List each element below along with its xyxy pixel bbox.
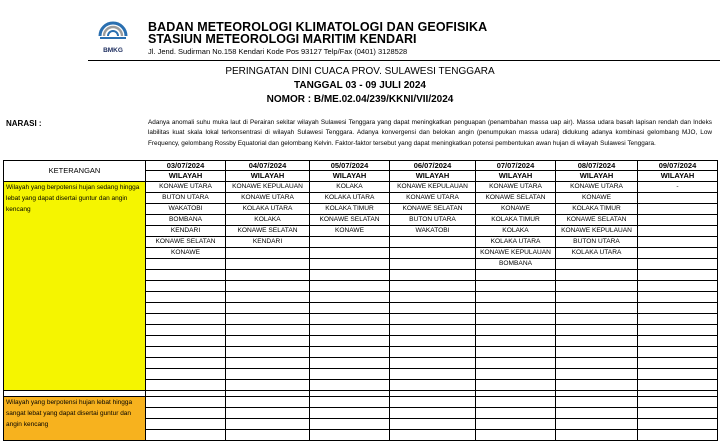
region-cell: KENDARI — [146, 225, 226, 236]
region-cell — [390, 302, 476, 313]
date-header: 09/07/2024 — [638, 161, 718, 171]
region-cell — [310, 368, 390, 379]
region-cell — [146, 418, 226, 429]
region-cell — [476, 291, 556, 302]
region-cell — [226, 302, 310, 313]
region-cell — [310, 346, 390, 357]
region-cell — [310, 379, 390, 390]
region-cell: KONAWE KEPULAUAN — [476, 247, 556, 258]
region-cell — [390, 313, 476, 324]
region-cell: BUTON UTARA — [146, 192, 226, 203]
region-cell — [226, 407, 310, 418]
date-range: TANGGAL 03 - 09 JULI 2024 — [294, 80, 426, 91]
region-cell — [226, 429, 310, 440]
region-cell — [390, 324, 476, 335]
region-cell — [556, 346, 638, 357]
region-cell — [226, 335, 310, 346]
region-cell — [390, 269, 476, 280]
region-cell — [310, 407, 390, 418]
region-cell — [390, 379, 476, 390]
region-cell — [476, 346, 556, 357]
region-cell — [226, 291, 310, 302]
region-cell: KONAWE KEPULAUAN — [556, 225, 638, 236]
region-cell: KOLAKA — [226, 214, 310, 225]
region-cell — [476, 396, 556, 407]
region-cell — [226, 379, 310, 390]
wilayah-header: WILAYAH — [476, 171, 556, 181]
region-cell — [556, 407, 638, 418]
region-cell — [226, 258, 310, 269]
region-cell — [226, 313, 310, 324]
warning-table — [3, 160, 718, 441]
region-cell — [226, 396, 310, 407]
region-cell: KONAWE SELATAN — [556, 214, 638, 225]
document-number: NOMOR : B/ME.02.04/239/KKNI/VII/2024 — [266, 94, 454, 105]
narasi-text: Adanya anomali suhu muka laut di Perairan sekitar wilayah Sulawesi Tenggara yang dapat meningkatkan penguapan (penambahan massa uap air). Massa udara basah lapisan rendah dan Indeks labilitas kuat skala lokal terkonsentrasi di wilayah Sulawesi Tenggara. Adanya konvergensi dan belokan angin (penumpukan massa udara) didukung adanya kombinasi gelombang MJO, Low Frequency, gelombang Rossby Equatorial dan gelombang Kelvin. Faktor-faktor tersebut yang dapat meningkatkan potensi pembentukan awan hujan di wilayah Sulawesi Tenggara. — [148, 119, 712, 147]
region-cell: KOLAKA — [476, 225, 556, 236]
region-cell: KONAWE UTARA — [390, 192, 476, 203]
date-header-row — [4, 161, 718, 171]
region-cell — [390, 407, 476, 418]
region-cell — [556, 269, 638, 280]
region-cell — [310, 429, 390, 440]
region-cell — [226, 280, 310, 291]
region-cell: - — [638, 181, 718, 192]
region-cell — [146, 280, 226, 291]
region-cell — [146, 407, 226, 418]
header-divider — [88, 60, 720, 61]
region-cell — [146, 302, 226, 313]
region-cell — [390, 236, 476, 247]
region-cell — [638, 247, 718, 258]
region-cell — [638, 302, 718, 313]
region-cell — [476, 429, 556, 440]
region-cell — [638, 429, 718, 440]
region-cell — [476, 407, 556, 418]
bmkg-logo-icon — [96, 14, 130, 58]
region-cell — [638, 203, 718, 214]
region-cell — [556, 335, 638, 346]
region-cell: BOMBANA — [476, 258, 556, 269]
region-cell — [310, 236, 390, 247]
region-cell: BUTON UTARA — [390, 214, 476, 225]
region-cell: KOLAKA TIMUR — [476, 214, 556, 225]
region-cell — [476, 324, 556, 335]
region-cell — [226, 418, 310, 429]
region-cell — [556, 302, 638, 313]
region-cell — [638, 291, 718, 302]
region-cell: KONAWE SELATAN — [226, 225, 310, 236]
letterhead — [0, 0, 720, 62]
region-cell — [476, 269, 556, 280]
table-row — [4, 396, 718, 407]
region-cell — [146, 357, 226, 368]
region-cell — [146, 324, 226, 335]
legend-heavy: Wilayah yang berpotensi hujan lebat hingga sangat lebat yang dapat disertai guntur dan angin kencang — [4, 396, 146, 440]
region-cell: KOLAKA UTARA — [226, 203, 310, 214]
region-cell — [638, 418, 718, 429]
region-cell — [638, 335, 718, 346]
region-cell — [226, 247, 310, 258]
region-cell — [310, 396, 390, 407]
region-cell — [390, 335, 476, 346]
region-cell — [638, 313, 718, 324]
region-cell — [310, 291, 390, 302]
region-cell — [638, 269, 718, 280]
region-cell — [476, 379, 556, 390]
region-cell — [638, 280, 718, 291]
region-cell — [556, 258, 638, 269]
date-header: 08/07/2024 — [556, 161, 638, 171]
region-cell — [556, 324, 638, 335]
station-name: STASIUN METEOROLOGI MARITIM KENDARI — [148, 32, 417, 46]
region-cell: KONAWE — [310, 225, 390, 236]
region-cell: KONAWE — [476, 203, 556, 214]
region-cell — [390, 396, 476, 407]
region-cell — [146, 429, 226, 440]
region-cell: KOLAKA TIMUR — [310, 203, 390, 214]
region-cell: BUTON UTARA — [556, 236, 638, 247]
region-cell — [310, 335, 390, 346]
region-cell — [390, 247, 476, 258]
region-cell — [476, 357, 556, 368]
region-cell — [638, 236, 718, 247]
date-header: 06/07/2024 — [390, 161, 476, 171]
region-cell — [556, 291, 638, 302]
region-cell: KONAWE UTARA — [226, 192, 310, 203]
region-cell — [638, 192, 718, 203]
region-cell — [476, 313, 556, 324]
region-cell — [638, 225, 718, 236]
region-cell: KENDARI — [226, 236, 310, 247]
region-cell — [638, 357, 718, 368]
region-cell — [556, 357, 638, 368]
region-cell — [638, 346, 718, 357]
region-cell: KONAWE UTARA — [476, 181, 556, 192]
region-cell — [146, 379, 226, 390]
region-cell — [476, 368, 556, 379]
region-cell — [310, 324, 390, 335]
wilayah-header: WILAYAH — [390, 171, 476, 181]
region-cell: KOLAKA UTARA — [310, 192, 390, 203]
region-cell: KONAWE KEPULAUAN — [390, 181, 476, 192]
address: Jl. Jend. Sudirman No.158 Kendari Kode Pos 93127 Telp/Fax (0401) 3128528 — [148, 47, 408, 56]
region-cell — [556, 429, 638, 440]
region-cell — [476, 418, 556, 429]
region-cell — [226, 368, 310, 379]
region-cell: KONAWE KEPULAUAN — [226, 181, 310, 192]
region-cell: KONAWE SELATAN — [310, 214, 390, 225]
region-cell — [638, 379, 718, 390]
region-cell — [310, 280, 390, 291]
date-header: 03/07/2024 — [146, 161, 226, 171]
region-cell — [390, 258, 476, 269]
region-cell: KONAWE SELATAN — [390, 203, 476, 214]
region-cell — [146, 258, 226, 269]
legend-moderate: Wilayah yang berpotensi hujan sedang hingga lebat yang dapat disertai guntur dan angin kencang — [4, 181, 146, 390]
region-cell: KONAWE UTARA — [146, 181, 226, 192]
wilayah-header: WILAYAH — [310, 171, 390, 181]
wilayah-header: WILAYAH — [146, 171, 226, 181]
region-cell — [310, 247, 390, 258]
region-cell: WAKATOBI — [390, 225, 476, 236]
region-cell — [226, 324, 310, 335]
region-cell — [310, 313, 390, 324]
org-name: BADAN METEOROLOGI KLIMATOLOGI DAN GEOFISIKA — [148, 20, 488, 34]
narasi-label: NARASI : — [6, 119, 42, 128]
region-cell — [476, 335, 556, 346]
region-cell — [556, 368, 638, 379]
region-cell: KONAWE SELATAN — [146, 236, 226, 247]
region-cell — [390, 346, 476, 357]
region-cell — [390, 291, 476, 302]
region-cell — [638, 324, 718, 335]
region-cell: KOLAKA TIMUR — [556, 203, 638, 214]
table-row — [4, 181, 718, 192]
region-cell — [390, 357, 476, 368]
keterangan-header: KETERANGAN — [4, 161, 146, 182]
region-cell: KOLAKA UTARA — [556, 247, 638, 258]
region-cell — [146, 291, 226, 302]
date-header: 07/07/2024 — [476, 161, 556, 171]
region-cell — [638, 407, 718, 418]
region-cell: KONAWE — [556, 192, 638, 203]
region-cell: BOMBANA — [146, 214, 226, 225]
region-cell — [310, 269, 390, 280]
region-cell — [638, 258, 718, 269]
region-cell — [638, 368, 718, 379]
region-cell — [638, 396, 718, 407]
region-cell — [146, 368, 226, 379]
region-cell — [226, 346, 310, 357]
region-cell — [556, 396, 638, 407]
region-cell — [146, 335, 226, 346]
region-cell: WAKATOBI — [146, 203, 226, 214]
wilayah-header: WILAYAH — [556, 171, 638, 181]
region-cell: KOLAKA — [310, 181, 390, 192]
region-cell — [146, 346, 226, 357]
date-header: 05/07/2024 — [310, 161, 390, 171]
region-cell — [226, 357, 310, 368]
wilayah-header: WILAYAH — [226, 171, 310, 181]
warning-title: PERINGATAN DINI CUACA PROV. SULAWESI TENGGARA — [225, 66, 495, 77]
region-cell — [146, 396, 226, 407]
region-cell — [146, 313, 226, 324]
region-cell — [476, 280, 556, 291]
region-cell: KONAWE — [146, 247, 226, 258]
region-cell — [556, 280, 638, 291]
region-cell — [310, 258, 390, 269]
region-cell — [476, 302, 556, 313]
region-cell: KONAWE UTARA — [556, 181, 638, 192]
region-cell: KONAWE SELATAN — [476, 192, 556, 203]
date-header: 04/07/2024 — [226, 161, 310, 171]
region-cell — [556, 313, 638, 324]
region-cell: KOLAKA UTARA — [476, 236, 556, 247]
region-cell — [226, 269, 310, 280]
region-cell — [638, 214, 718, 225]
region-cell — [310, 357, 390, 368]
region-cell — [146, 269, 226, 280]
region-cell — [310, 302, 390, 313]
region-cell — [310, 418, 390, 429]
region-cell — [390, 368, 476, 379]
logo-text: BMKG — [103, 47, 123, 54]
region-cell — [390, 418, 476, 429]
region-cell — [390, 429, 476, 440]
region-cell — [556, 418, 638, 429]
region-cell — [390, 280, 476, 291]
region-cell — [556, 379, 638, 390]
wilayah-header: WILAYAH — [638, 171, 718, 181]
